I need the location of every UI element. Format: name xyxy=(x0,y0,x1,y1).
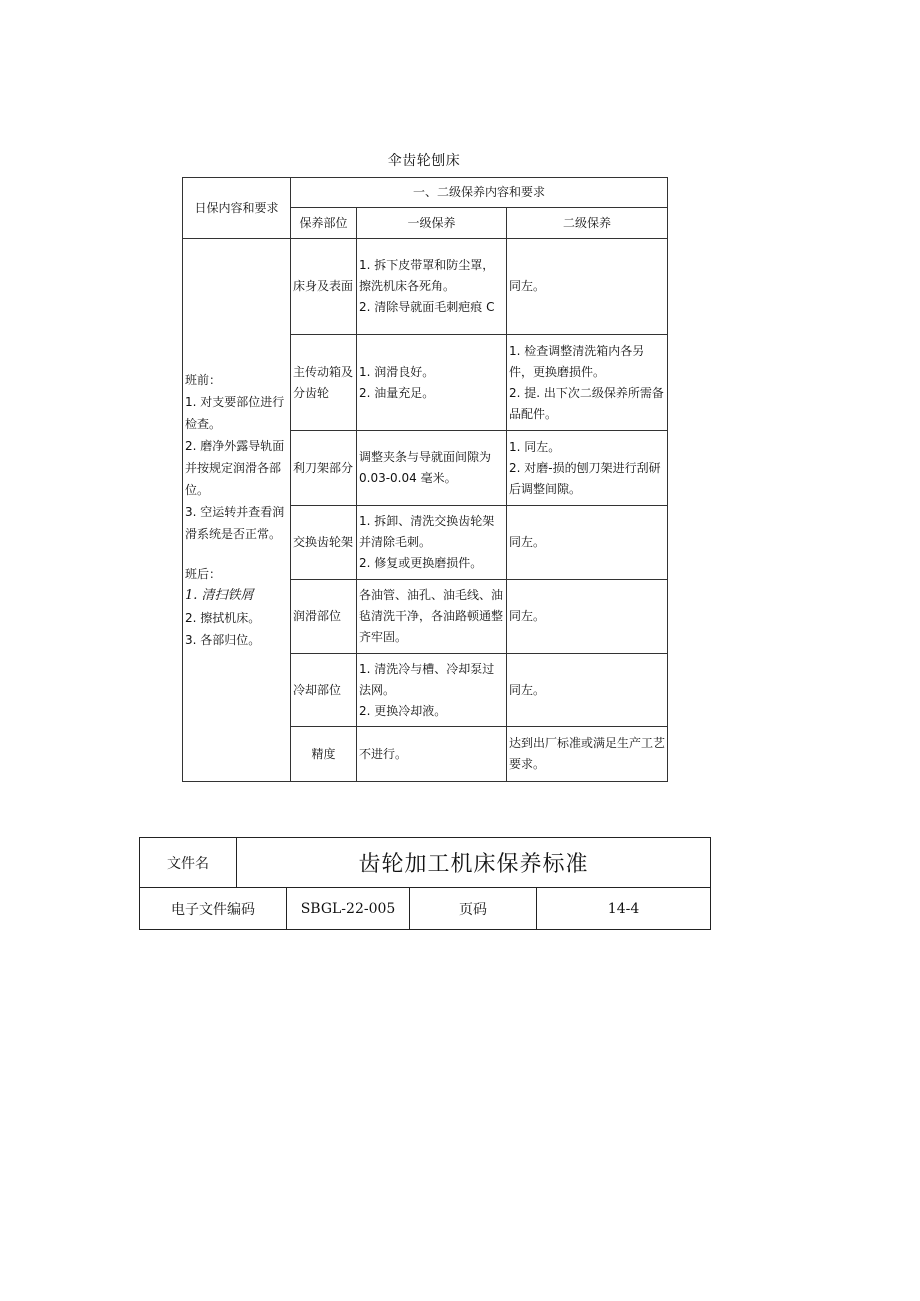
header-part: 保养部位 xyxy=(291,208,357,239)
header-level2: 二级保养 xyxy=(507,208,668,239)
row-part: 交换齿轮架 xyxy=(291,506,357,580)
daily-after-item: 1. 清扫铁屑 xyxy=(185,588,254,603)
file-name: 齿轮加工机床保养标准 xyxy=(237,838,711,888)
row-part: 冷却部位 xyxy=(291,654,357,727)
row-level1: 1. 清洗冷与槽、冷却泵过法网。 2. 更换冷却液。 xyxy=(357,654,507,727)
maintenance-table xyxy=(182,177,668,782)
document-footer xyxy=(139,837,711,930)
daily-before-item: 3. 空运转并查看润滑系统是否正常。 xyxy=(185,505,285,541)
header-level-group: 一、二级保养内容和要求 xyxy=(291,178,668,208)
header-daily: 日保内容和要求 xyxy=(183,178,291,239)
row-part: 主传动箱及分齿轮 xyxy=(291,335,357,431)
row-part: 精度 xyxy=(291,727,357,782)
daily-after-item: 2. 擦拭机床。 xyxy=(185,611,261,625)
header-level1: 一级保养 xyxy=(357,208,507,239)
page-value: 14-4 xyxy=(537,888,711,930)
row-level1: 1. 拆下皮带罩和防尘罩，擦洗机床各死角。 2. 清除导就面毛刺疤痕 C xyxy=(357,239,507,335)
daily-after-label: 班后： xyxy=(185,567,222,581)
daily-requirements xyxy=(183,239,291,782)
row-level2: 同左。 xyxy=(507,580,668,654)
row-level2: 1. 同左。 2. 对磨-损的刨刀架进行刮研后调整间隙。 xyxy=(507,431,668,506)
row-level2: 同左。 xyxy=(507,239,668,335)
row-level2: 达到出厂标准或满足生产工艺要求。 xyxy=(507,727,668,782)
daily-before-item: 2. 磨净外露导轨面并按规定润滑各部位。 xyxy=(185,439,285,497)
daily-before-item: 1. 对支要部位进行检查。 xyxy=(185,395,285,431)
row-part: 床身及表面 xyxy=(291,239,357,335)
row-level1: 1. 润滑良好。 2. 油量充足。 xyxy=(357,335,507,431)
file-name-label: 文件名 xyxy=(140,838,237,888)
daily-after-item: 3. 各部归位。 xyxy=(185,633,261,647)
code-value: SBGL-22-005 xyxy=(287,888,410,930)
row-level2: 同左。 xyxy=(507,506,668,580)
code-label: 电子文件编码 xyxy=(140,888,287,930)
row-level2: 1. 检查调整清洗箱内各另件，更换磨损件。 2. 提. 出下次二级保养所需备品配件。 xyxy=(507,335,668,431)
row-part: 润滑部位 xyxy=(291,580,357,654)
row-level1: 不进行。 xyxy=(357,727,507,782)
page-title: 伞齿轮刨床 xyxy=(387,153,461,169)
row-level2: 同左。 xyxy=(507,654,668,727)
daily-before-label: 班前： xyxy=(185,373,222,387)
page-label: 页码 xyxy=(410,888,537,930)
row-level1: 1. 拆卸、清洗交换齿轮架并清除毛刺。 2. 修复或更换磨损件。 xyxy=(357,506,507,580)
row-level1: 调整夹条与导就面间隙为0.03-0.04 毫米。 xyxy=(357,431,507,506)
row-level1: 各油管、油孔、油毛线、油毡清洗干净，各油路顿通整齐牢固。 xyxy=(357,580,507,654)
row-part: 利刀架部分 xyxy=(291,431,357,506)
